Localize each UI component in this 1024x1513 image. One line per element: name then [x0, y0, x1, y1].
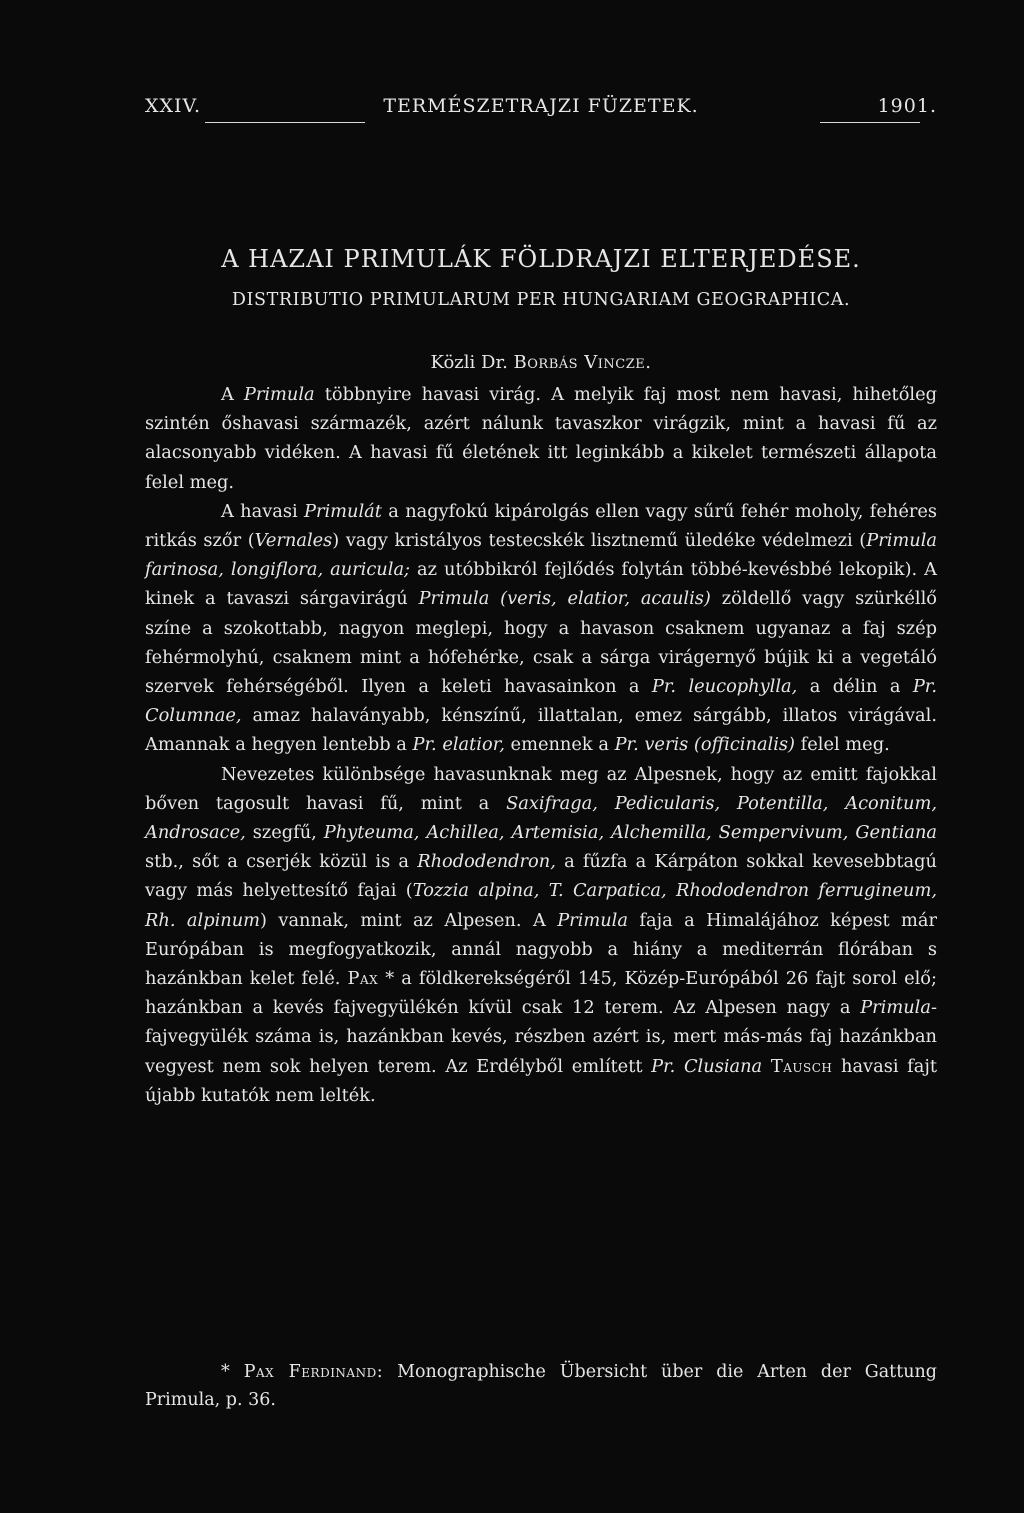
paragraph-2: A havasi Primulát a nagyfokú kipárolgás ellen vagy sűrű fehér moholy, fehéres ritkás szőr (Vernales) vagy kristályos testecskék lisztnemű üledéke védelmezi (Primula farinosa, longiflora, auricula; az utóbbikról fejlődés folytán többé-kevésbbé lekopik). A kinek a tavaszi sárgavirágú Primula (veris, elatior, acaulis) zöldellő vagy szürkéllő színe a szokottabb, nagyon meglepi, hogy a havason csaknem ugyanaz a faj szép fehérmolyhú, csaknem mint a hófehérke, csak a sárga virágernyő bújik ki a vegetáló szervek fehérségéből. Ilyen a keleti havasainkon a Pr. leucophylla, a délin a Pr. Columnae, amaz halaványabb, kénszínű, illattalan, emez sárgább, illatos virágával. Amannak a hegyen lentebb a Pr. elatior, emennek a Pr. veris (officinalis) felel meg.	[145, 500, 937, 756]
footnote-author: Pax Ferdinand:	[243, 1362, 384, 1382]
footnote	[145, 1358, 937, 1414]
footnote-text: Monographische Übersicht über die Arten der Gattung Primula, p. 36.	[145, 1362, 937, 1410]
header-year: 1901.	[877, 95, 937, 117]
running-header	[145, 95, 937, 125]
header-volume: XXIV.	[145, 95, 201, 117]
article-title: A HAZAI PRIMULÁK FÖLDRAJZI ELTERJEDÉSE.	[221, 245, 861, 273]
footnote-marker: *	[221, 1362, 244, 1382]
author-prefix: Közli Dr.	[430, 352, 514, 373]
paragraph-1: A Primula többnyire havasi virág. A melyik faj most nem havasi, hihetőleg szintén őshavasi származék, azért nálunk tavaszkor virágzik, mint a havasi fű az alacsonyabb vidéken. A havasi fű életének itt leginkább a kikelet természeti állapota felel meg.	[145, 384, 937, 493]
article-subtitle: DISTRIBUTIO PRIMULARUM PER HUNGARIAM GEOGRAPHICA.	[231, 290, 851, 310]
article-author	[145, 352, 937, 373]
header-rule-right	[820, 122, 920, 123]
article-body	[145, 380, 937, 1110]
author-name: Borbás Vincze.	[513, 352, 652, 373]
paragraph-3: Nevezetes különbsége havasunknak meg az Alpesnek, hogy az emitt fajokkal bőven tagosult havasi fű, mint a Saxifraga, Pedicularis, Potentilla, Aconitum, Androsace, szegfű, Phyteuma, Achillea, Artemisia, Alchemilla, Sempervivum, Gentiana stb., sőt a cserjék közül is a Rhododendron, a fűzfa a Kárpáton sokkal kevesebbtagú vagy más helyettesítő fajai (Tozzia alpina, T. Carpatica, Rhododendron ferrugineum, Rh. alpinum) vannak, mint az Alpesen. A Primula faja a Himalájához képest már Európában is megfogyatkozik, annál nagyobb a hiány a mediterrán flórában s hazánkban kelet felé. Pax * a földkerekségéről 145, Közép-Európából 26 fajt sorol elő; hazánkban a kevés fajvegyülékén kívül csak 12 terem. Az Alpesen nagy a Primula-fajvegyülék száma is, hazánkban kevés, részben azért is, mert más-más faj hazánkban vegyest nem sok helyen terem. Az Erdélyből említett Pr. Clusiana Tausch havasi fajt újabb kutatók nem lelték.	[145, 763, 937, 1106]
header-journal: TERMÉSZETRAJZI FÜZETEK.	[383, 95, 699, 117]
header-rule-left	[205, 122, 365, 123]
